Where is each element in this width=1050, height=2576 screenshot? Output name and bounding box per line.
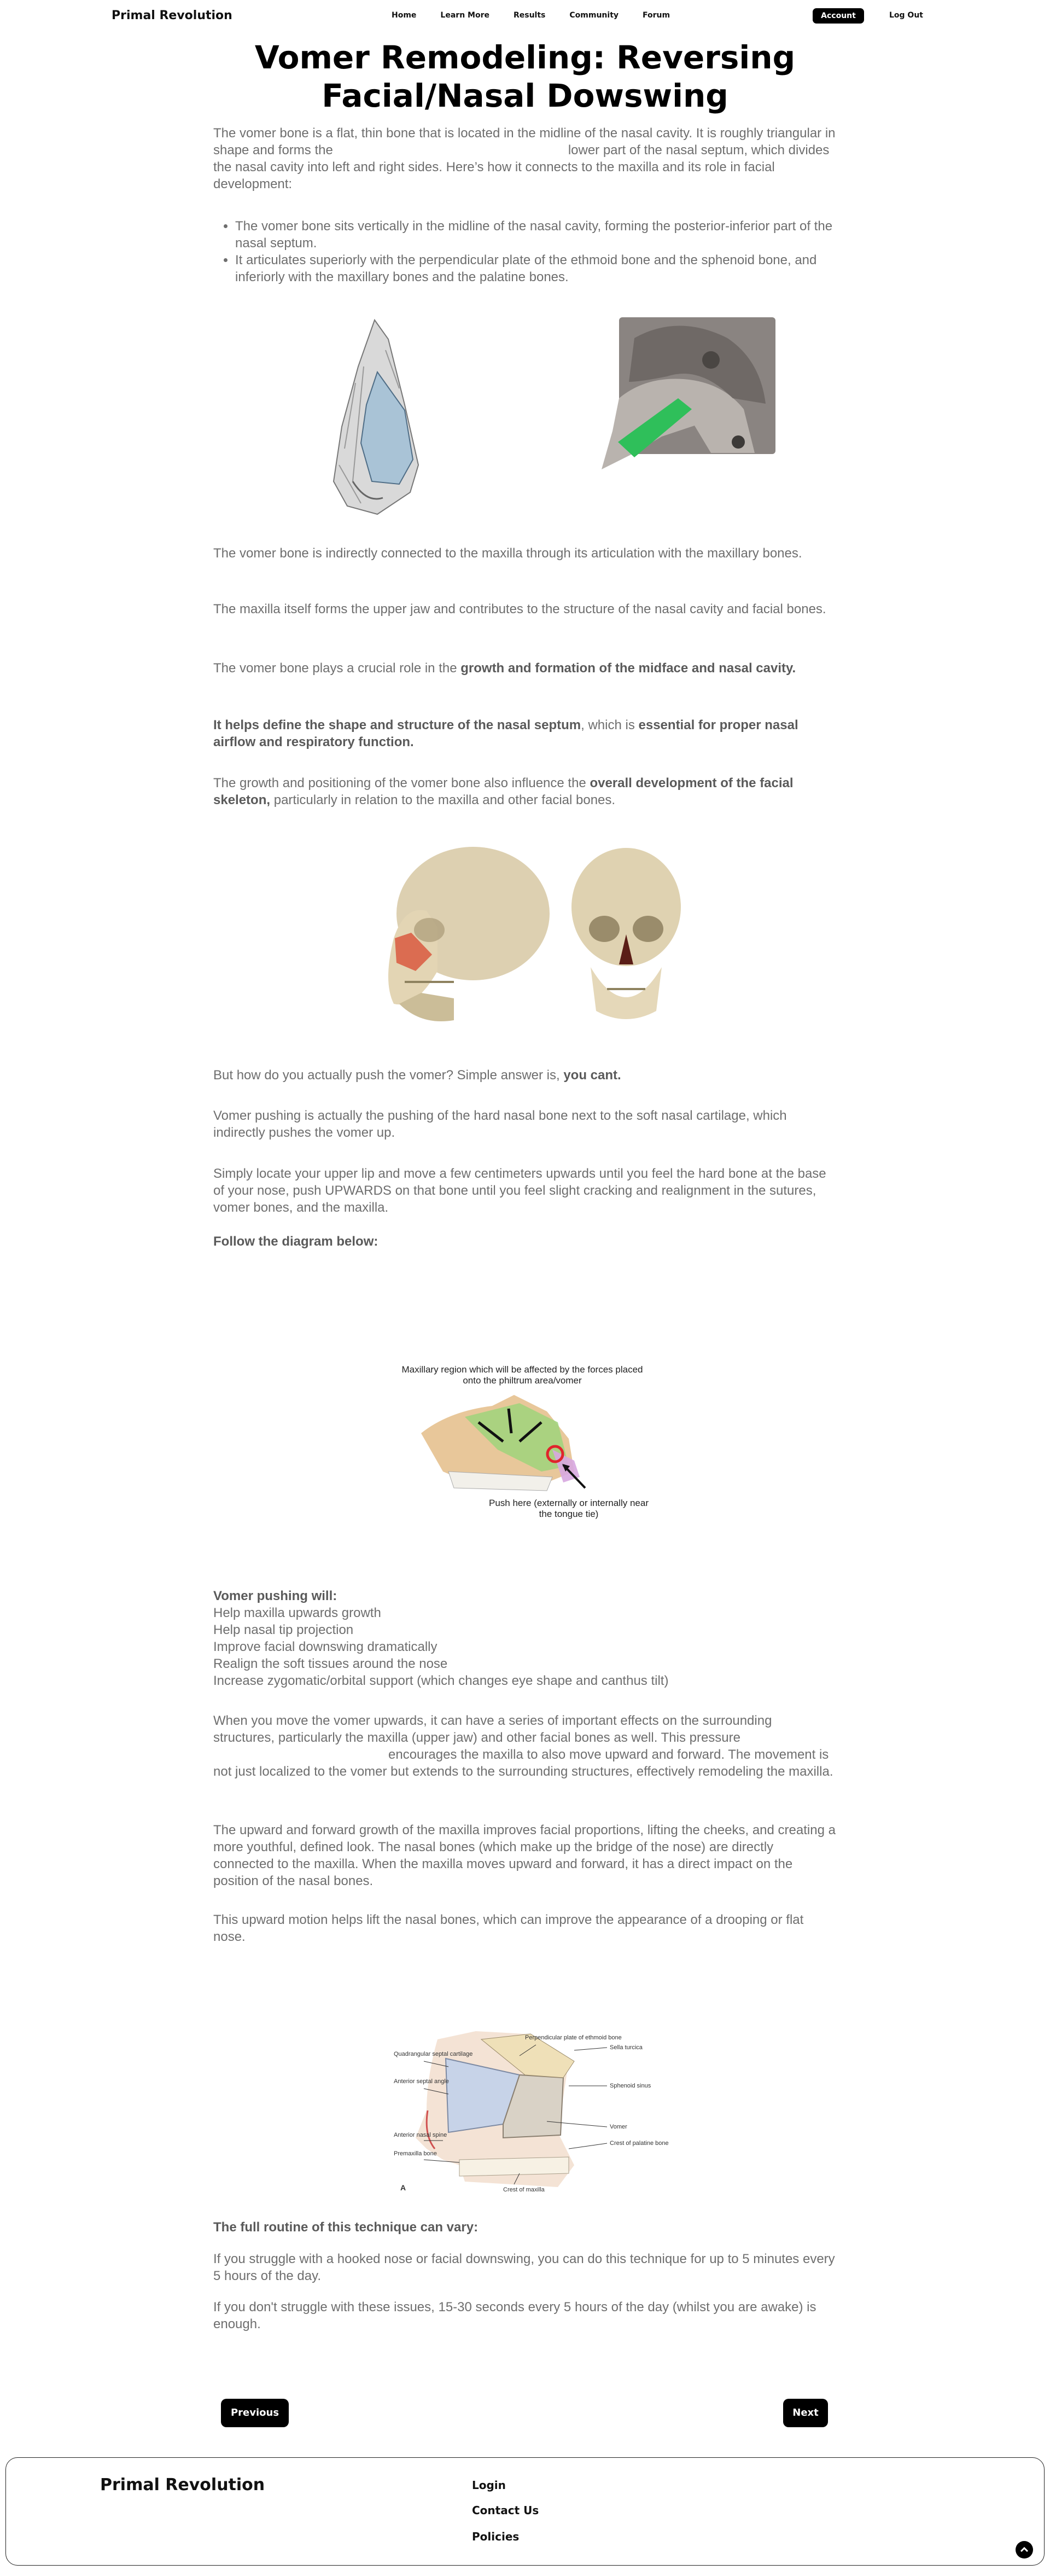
- nasal-septum-anatomy-illustration: [394, 2028, 669, 2195]
- paragraph: [213, 1712, 837, 1780]
- paragraph-bold-text: It helps define the shape and structure of the nasal septum: [213, 718, 581, 732]
- scroll-to-top-button[interactable]: [1016, 2541, 1033, 2558]
- anatomy-label: Vomer: [610, 2124, 627, 2130]
- brand-logo[interactable]: Primal Revolution: [112, 9, 232, 22]
- anatomy-label: Anterior nasal spine: [394, 2132, 447, 2138]
- paragraph-bold-text: growth and formation of the midface and nasal cavity.: [460, 661, 796, 676]
- paragraph: [213, 660, 837, 677]
- paragraph: The maxilla itself forms the upper jaw and contributes to the structure of the nasal cavity and facial bones.: [213, 602, 826, 617]
- anatomy-label: Crest of palatine bone: [610, 2140, 669, 2147]
- skull-vomer-highlight-illustration: [602, 316, 777, 470]
- nav-home[interactable]: Home: [392, 11, 417, 20]
- anatomy-label: Crest of maxilla: [503, 2187, 545, 2193]
- benefit-item: Increase zygomatic/orbital support (which changes eye shape and canthus tilt): [213, 1673, 669, 1688]
- anatomy-label: Premaxilla bone: [394, 2150, 437, 2157]
- previous-button[interactable]: Previous: [221, 2399, 289, 2427]
- nasal-cartilage-illustration: [323, 317, 427, 520]
- paragraph-text: The growth and positioning of the vomer bone also influence the: [213, 776, 590, 790]
- anatomy-label: Sella turcica: [610, 2044, 643, 2051]
- paragraph: [213, 717, 837, 751]
- diagram-bottom-label: Push here (externally or internally near the tongue tie): [489, 1498, 649, 1519]
- paragraph-text: particularly in relation to the maxilla and other facial bones.: [270, 793, 616, 807]
- list-item: • The vomer bone sits vertically in the midline of the nasal cavity, forming the posterior-inferior part of the nasal septum.: [235, 218, 837, 252]
- benefits-heading: Vomer pushing will:: [213, 1589, 337, 1603]
- vomer-facts-list: [235, 218, 837, 286]
- benefit-item: Realign the soft tissues around the nose: [213, 1656, 448, 1671]
- nav-learn-more[interactable]: Learn More: [440, 11, 489, 20]
- paragraph: The vomer bone is indirectly connected to the maxilla through its articulation with the maxillary bones.: [213, 546, 802, 561]
- paragraph: [213, 775, 837, 809]
- logout-button[interactable]: Log Out: [889, 11, 923, 20]
- paragraph: [213, 2219, 837, 2236]
- nav-forum[interactable]: Forum: [643, 11, 670, 20]
- paragraph-text: When you move the vomer upwards, it can have a series of important effects on the surrounding structures, particularly the maxilla (upper jaw) and other facial bones as well. This pressure: [213, 1713, 772, 1745]
- diagram-top-label: Maxillary region which will be affected by the forces placed onto the philtrum area/vomer: [401, 1364, 643, 1386]
- paragraph: If you struggle with a hooked nose or facial downswing, you can do this technique for up to 5 minutes every 5 hours of the day.: [213, 2252, 835, 2283]
- paragraph-text: The vomer bone plays a crucial role in the: [213, 661, 461, 676]
- list-item: • It articulates superiorly with the perpendicular plate of the ethmoid bone and the sphenoid bone, and inferiorly with the maxillary bones and the palatine bones.: [235, 252, 837, 286]
- next-button[interactable]: Next: [783, 2399, 828, 2427]
- paragraph: [213, 1067, 837, 1084]
- benefits-block: [213, 1588, 837, 1689]
- skull-side-view-illustration: [372, 845, 547, 1028]
- chevron-up-icon: [1016, 2541, 1033, 2558]
- anatomy-label: Anterior septal angle: [394, 2078, 449, 2085]
- benefit-item: Help nasal tip projection: [213, 1623, 354, 1637]
- intro-text-a: The vomer bone is a flat, thin bone that is located in the midline of the nasal cavity. It is roughly triangular in shape and forms the: [213, 126, 836, 158]
- top-nav: [0, 0, 1050, 33]
- routine-heading: The full routine of this technique can vary:: [213, 2220, 479, 2235]
- benefit-item: Improve facial downswing dramatically: [213, 1639, 438, 1654]
- nav-results[interactable]: Results: [513, 11, 546, 20]
- account-button[interactable]: Account: [813, 8, 864, 24]
- anatomy-label: Perpendicular plate of ethmoid bone: [525, 2034, 622, 2041]
- nav-links: [392, 11, 694, 20]
- paragraph-text: But how do you actually push the vomer? Simple answer is,: [213, 1068, 564, 1083]
- paragraph-bold-text: essential for proper nasal airflow and respiratory function.: [213, 718, 798, 749]
- paragraph-text: encourages the maxilla to also move upward and forward. The movement is not just localized to the vomer but extends to the surrounding structures, effectively remodeling the maxilla.: [213, 1747, 833, 1779]
- diagram-heading: Follow the diagram below:: [213, 1234, 378, 1249]
- paragraph: Vomer pushing is actually the pushing of the hard nasal bone next to the soft nasal cartilage, which indirectly pushes the vomer up.: [213, 1108, 787, 1140]
- footer-policies-link[interactable]: Policies: [472, 2530, 520, 2543]
- paragraph: If you don't struggle with these issues, 15-30 seconds every 5 hours of the day (whilst you are awake) is enough.: [213, 2300, 816, 2331]
- paragraph: The upward and forward growth of the maxilla improves facial proportions, lifting the cheeks, and creating a more youthful, defined look. The nasal bones (which make up the bridge of the nose) are directly connected to the maxilla. When the maxilla moves upward and forward, it has a direct impact on the position of the nasal bones.: [213, 1823, 836, 1888]
- footer-contact-link[interactable]: Contact Us: [472, 2504, 539, 2517]
- paragraph-text: , which is: [581, 718, 639, 732]
- intro-text-b: lower part of the nasal septum, which divides the nasal cavity into left and right sides. Here’s how it connects to the maxilla and its role in facial development:: [213, 143, 830, 191]
- nav-community[interactable]: Community: [569, 11, 619, 20]
- site-footer: [5, 2457, 1045, 2566]
- skull-front-view-illustration: [569, 847, 684, 1025]
- intro-paragraph: [213, 125, 837, 193]
- anatomy-label: Quadrangular septal cartilage: [394, 2051, 473, 2057]
- paragraph-bold-text: you cant.: [563, 1068, 621, 1083]
- vomer-push-diagram: [416, 1389, 602, 1499]
- paragraph-bold-text: overall development of the facial skeleton,: [213, 776, 794, 807]
- paragraph: This upward motion helps lift the nasal bones, which can improve the appearance of a drooping or flat nose.: [213, 1912, 804, 1944]
- anatomy-label: Sphenoid sinus: [610, 2083, 651, 2089]
- paragraph: Simply locate your upper lip and move a few centimeters upwards until you feel the hard bone at the base of your nose, push UPWARDS on that bone until you feel slight cracking and realignment in the sutures, vomer bones, and the maxilla.: [213, 1166, 826, 1215]
- paragraph: [213, 1233, 837, 1250]
- page-title: Vomer Remodeling: Reversing Facial/Nasal Dowswing: [254, 39, 796, 114]
- benefit-item: Help maxilla upwards growth: [213, 1606, 381, 1620]
- footer-login-link[interactable]: Login: [472, 2479, 506, 2492]
- footer-brand[interactable]: Primal Revolution: [100, 2475, 265, 2494]
- anatomy-label: A: [400, 2183, 406, 2192]
